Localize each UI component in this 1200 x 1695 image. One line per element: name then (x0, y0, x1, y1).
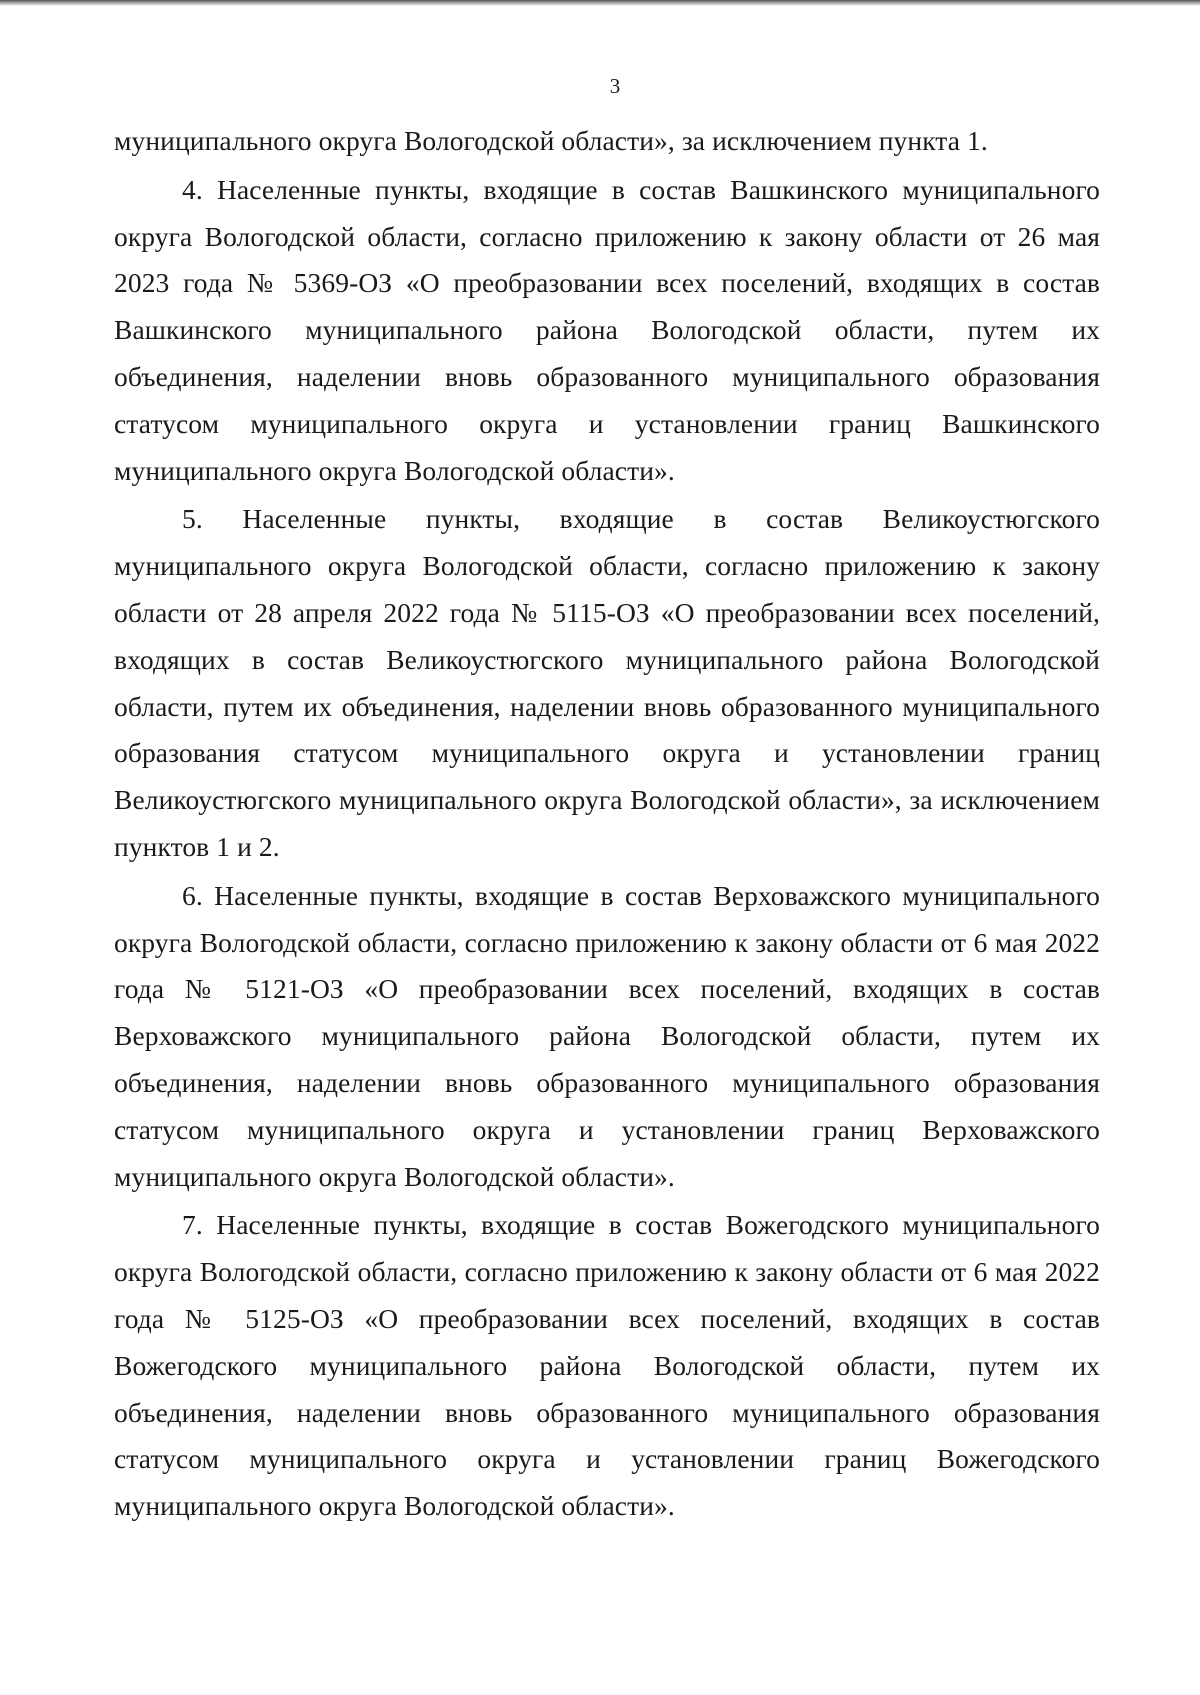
paragraph-item-4: 4. Населенные пункты, входящие в состав Вашкинского муниципального округа Вологодской области, согласно приложению к закону области от 26 мая 2023 года № 5369-ОЗ «О преобразовании всех поселений, входящих в состав Вашкинского муниципального района Вологодской области, путем их объединения, наделении вновь образованного муниципального образования статусом муниципального округа и установлении границ Вашкинского муниципального округа Вологодской области». (114, 173, 1100, 486)
paragraph-continuation: муниципального округа Вологодской области», за исключением пункта 1. (114, 125, 988, 156)
paragraph-item-5: 5. Населенные пункты, входящие в состав Великоустюгского муниципального округа Вологодской области, согласно приложению к закону области от 28 апреля 2022 года № 5115-ОЗ «О преобразовании всех поселений, входящих в состав Великоустюгского муниципального района Вологодской области, путем их объединения, наделении вновь образованного муниципального образования статусом муниципального округа и установлении границ Великоустюгского муниципального округа Вологодской области», за исключением пунктов 1 и 2. (114, 503, 1100, 862)
document-body (114, 118, 1100, 1532)
page-number: 3 (609, 74, 621, 98)
paragraph-item-7: 7. Населенные пункты, входящие в состав Вожегодского муниципального округа Вологодской области, согласно приложению к закону области от 6 мая 2022 года № 5125-ОЗ «О преобразовании всех поселений, входящих в состав Вожегодского муниципального района Вологодской области, путем их объединения, наделении вновь образованного муниципального образования статусом муниципального округа и установлении границ Вожегодского муниципального округа Вологодской области». (114, 1209, 1100, 1522)
paragraph-item-6: 6. Населенные пункты, входящие в состав Верховажского муниципального округа Вологодской области, согласно приложению к закону области от 6 мая 2022 года № 5121-ОЗ «О преобразовании всех поселений, входящих в состав Верховажского муниципального района Вологодской области, путем их объединения, наделении вновь образованного муниципального образования статусом муниципального округа и установлении границ Верховажского муниципального округа Вологодской области». (114, 879, 1100, 1192)
